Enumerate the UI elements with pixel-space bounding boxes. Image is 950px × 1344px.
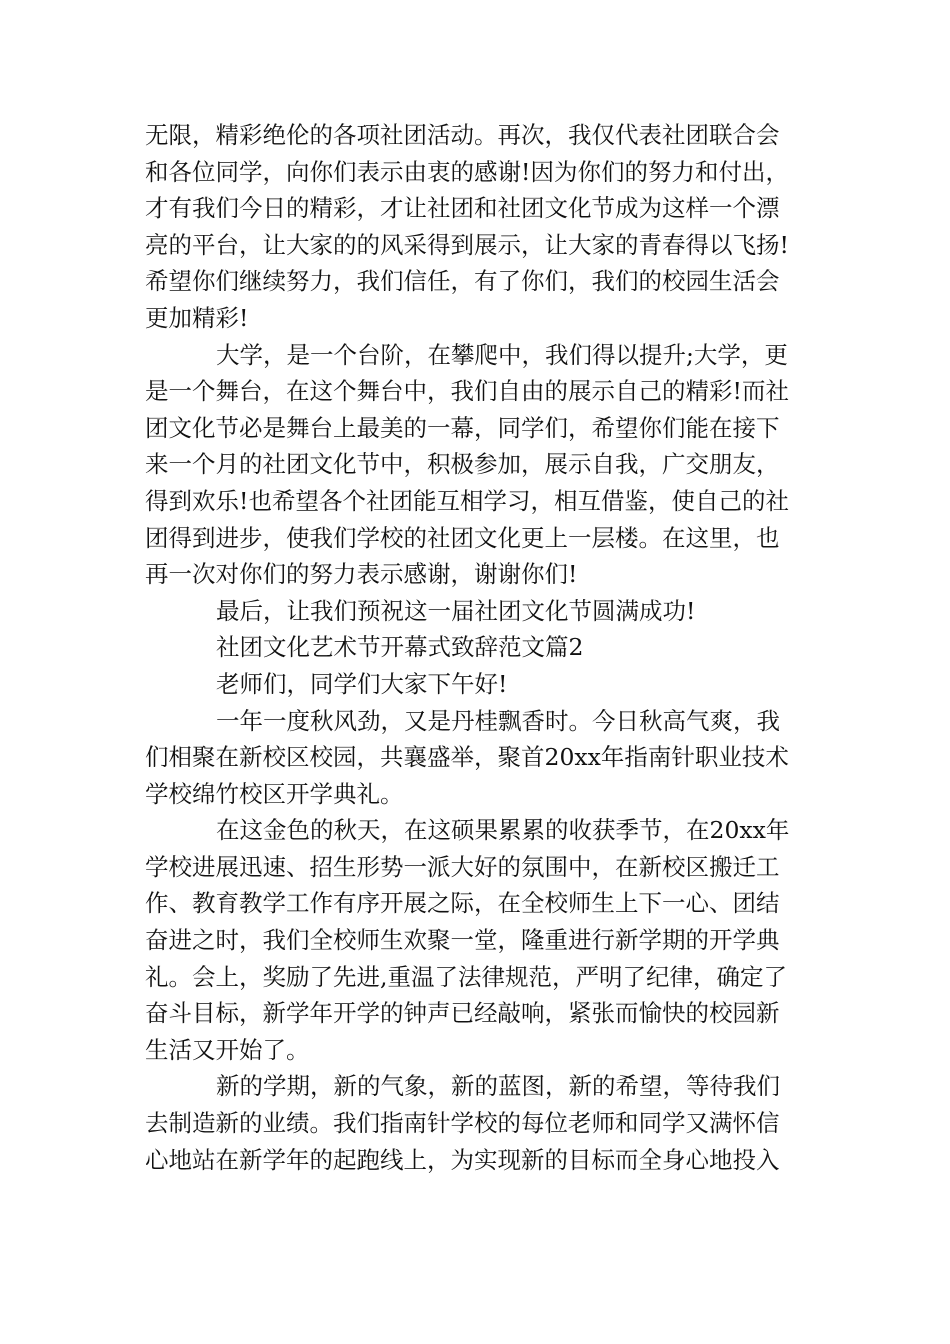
- paragraph: [145, 629, 807, 666]
- text-line: 奋斗目标，新学年开学的钟声已经敲响，紧张而愉快的校园新: [145, 999, 780, 1028]
- paragraph: [145, 117, 807, 337]
- paragraph: [145, 337, 807, 593]
- text-line: 社团文化艺术节开幕式致辞范文篇2: [216, 633, 584, 662]
- text-line: 团得到进步，使我们学校的社团文化更上一层楼。在这里，也: [145, 523, 780, 552]
- text-line: 大学，是一个台阶，在攀爬中，我们得以提升;大学，更: [216, 340, 788, 369]
- text-line: 新的学期，新的气象，新的蓝图，新的希望，等待我们: [216, 1072, 780, 1101]
- text-line: 无限，精彩绝伦的各项社团活动。再次，我仅代表社团联合会: [145, 121, 780, 149]
- text-line: 最后，让我们预祝这一届社团文化节圆满成功!: [216, 596, 696, 625]
- text-line: 和各位同学，向你们表示由衷的感谢!因为你们的努力和付出，: [145, 157, 789, 186]
- text-line: 一年一度秋风劲，又是丹桂飘香时。今日秋高气爽，我: [216, 706, 780, 735]
- text-line: 更加精彩!: [145, 303, 249, 332]
- document-body: [145, 117, 807, 1178]
- text-line: 才有我们今日的精彩，才让社团和社团文化节成为这样一个漂: [145, 194, 780, 223]
- text-line: 礼。会上，奖励了先进,重温了法律规范，严明了纪律，确定了: [145, 962, 787, 991]
- text-line: 来一个月的社团文化节中，积极参加，展示自我，广交朋友，: [145, 450, 780, 479]
- text-line: 们相聚在新校区校园，共襄盛举，聚首20xx年指南针职业技术: [145, 743, 789, 772]
- text-line: 学校绵竹校区开学典礼。: [145, 779, 404, 808]
- text-line: 亮的平台，让大家的的风采得到展示，让大家的青春得以飞扬!: [145, 230, 789, 259]
- paragraph: [145, 812, 807, 1068]
- text-line: 是一个舞台，在这个舞台中，我们自由的展示自己的精彩!而社: [145, 377, 789, 406]
- text-line: 去制造新的业绩。我们指南针学校的每位老师和同学又满怀信: [145, 1109, 780, 1138]
- paragraph: [145, 1068, 807, 1178]
- text-line: 心地站在新学年的起跑线上，为实现新的目标而全身心地投入: [145, 1145, 780, 1174]
- text-line: 在这金色的秋天，在这硕果累累的收获季节，在20xx年: [216, 816, 790, 845]
- text-line: 生活又开始了。: [145, 1035, 310, 1064]
- text-line: 希望你们继续努力，我们信任，有了你们，我们的校园生活会: [145, 267, 780, 296]
- text-line: 作、教育教学工作有序开展之际，在全校师生上下一心、团结: [145, 889, 780, 918]
- text-line: 团文化节必是舞台上最美的一幕，同学们，希望你们能在接下: [145, 413, 780, 442]
- paragraph: [145, 593, 807, 630]
- text-line: 得到欢乐!也希望各个社团能互相学习，相互借鉴，使自己的社: [145, 486, 789, 515]
- text-line: 学校进展迅速、招生形势一派大好的氛围中，在新校区搬迁工: [145, 852, 780, 881]
- paragraph: [145, 703, 807, 813]
- text-line: 老师们，同学们大家下午好!: [216, 669, 508, 698]
- paragraph: [145, 666, 807, 703]
- text-line: 奋进之时，我们全校师生欢聚一堂，隆重进行新学期的开学典: [145, 926, 780, 955]
- text-line: 再一次对你们的努力表示感谢，谢谢你们!: [145, 560, 578, 589]
